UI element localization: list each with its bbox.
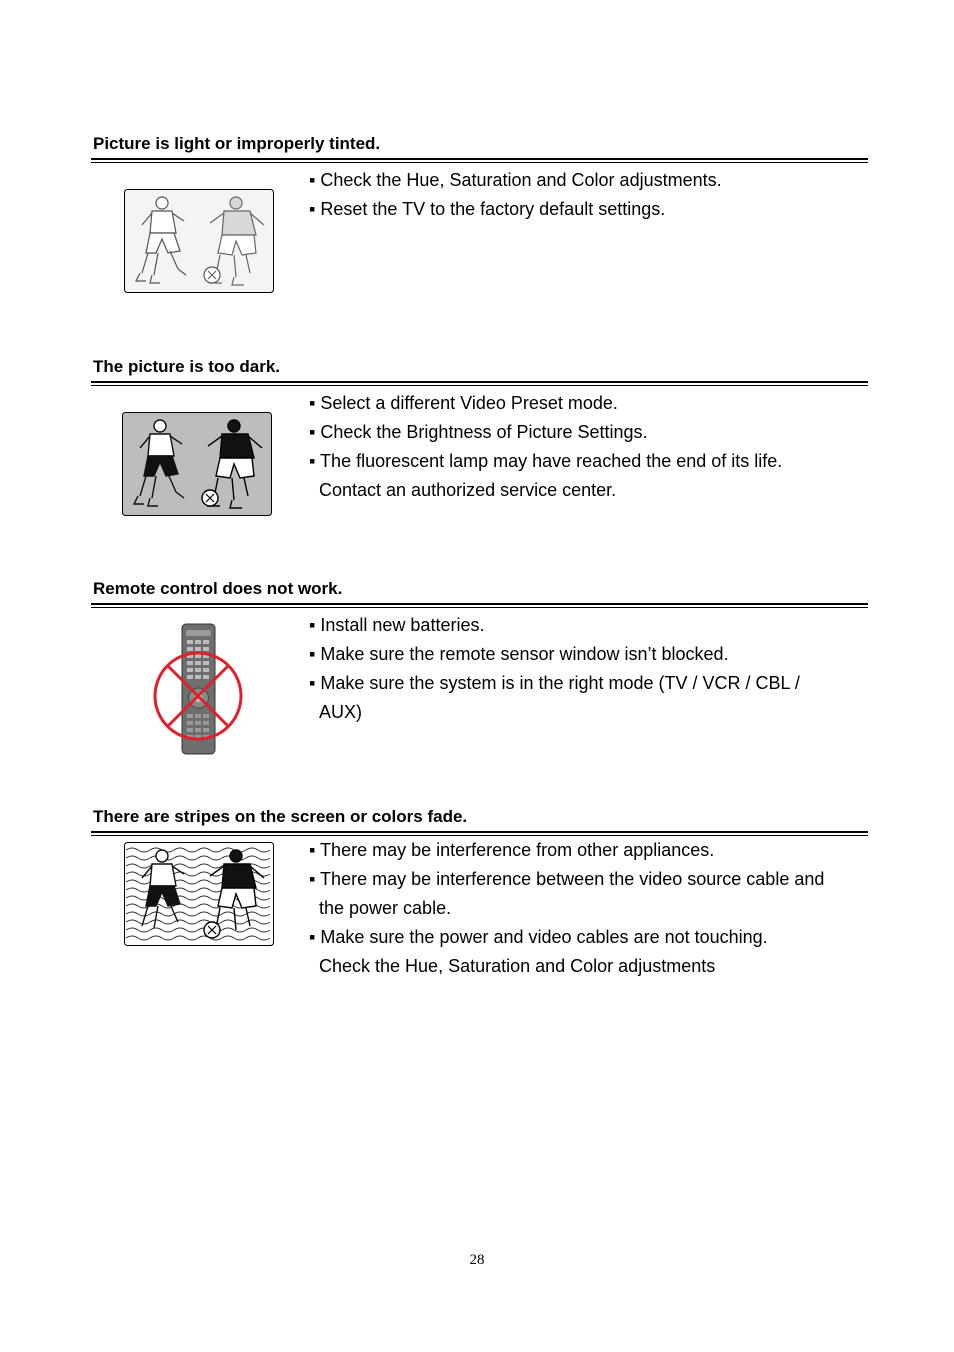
section-heading: There are stripes on the screen or colors fade. <box>93 807 468 826</box>
bullet-list <box>309 836 869 981</box>
divider <box>91 158 868 160</box>
divider <box>91 162 868 163</box>
remote-crossed-out-image <box>150 622 246 758</box>
section-stripes <box>0 807 954 1007</box>
page-number: 28 <box>469 1252 485 1268</box>
bullet-item: ▪ Make sure the system is in the right mode (TV / VCR / CBL / <box>309 673 800 693</box>
divider <box>91 381 868 383</box>
bullet-item: ▪ Reset the TV to the factory default settings. <box>309 199 666 219</box>
bullet-list <box>309 389 869 505</box>
bullet-item: ▪ Check the Hue, Saturation and Color adjustments. <box>309 170 722 190</box>
players-light-picture-image <box>124 189 274 293</box>
players-dark-picture-image <box>122 412 272 516</box>
bullet-continuation: Check the Hue, Saturation and Color adjustments <box>319 956 716 976</box>
bullet-continuation: the power cable. <box>319 898 452 918</box>
bullet-item: ▪ Check the Brightness of Picture Settings. <box>309 422 648 442</box>
divider <box>91 607 868 608</box>
section-remote-control <box>0 579 954 779</box>
section-heading: Remote control does not work. <box>93 579 343 598</box>
players-wavy-stripes-image <box>124 842 274 946</box>
section-light-picture <box>0 134 954 334</box>
section-heading: The picture is too dark. <box>93 357 281 376</box>
divider <box>91 831 868 833</box>
divider <box>91 385 868 386</box>
divider <box>91 603 868 605</box>
bullet-continuation: Contact an authorized service center. <box>319 480 617 500</box>
bullet-item: ▪ There may be interference from other appliances. <box>309 840 715 860</box>
bullet-item: ▪ There may be interference between the video source cable and <box>309 869 825 889</box>
bullet-item: ▪ Select a different Video Preset mode. <box>309 393 618 413</box>
bullet-list <box>309 166 869 224</box>
section-heading: Picture is light or improperly tinted. <box>93 134 381 153</box>
bullet-item: ▪ Make sure the remote sensor window isn’t blocked. <box>309 644 729 664</box>
bullet-item: ▪ Make sure the power and video cables are not touching. <box>309 927 768 947</box>
bullet-continuation: AUX) <box>319 702 363 722</box>
bullet-item: ▪ Install new batteries. <box>309 615 485 635</box>
bullet-item: ▪ The fluorescent lamp may have reached the end of its life. <box>309 451 783 471</box>
section-dark-picture <box>0 357 954 557</box>
bullet-list <box>309 611 869 727</box>
